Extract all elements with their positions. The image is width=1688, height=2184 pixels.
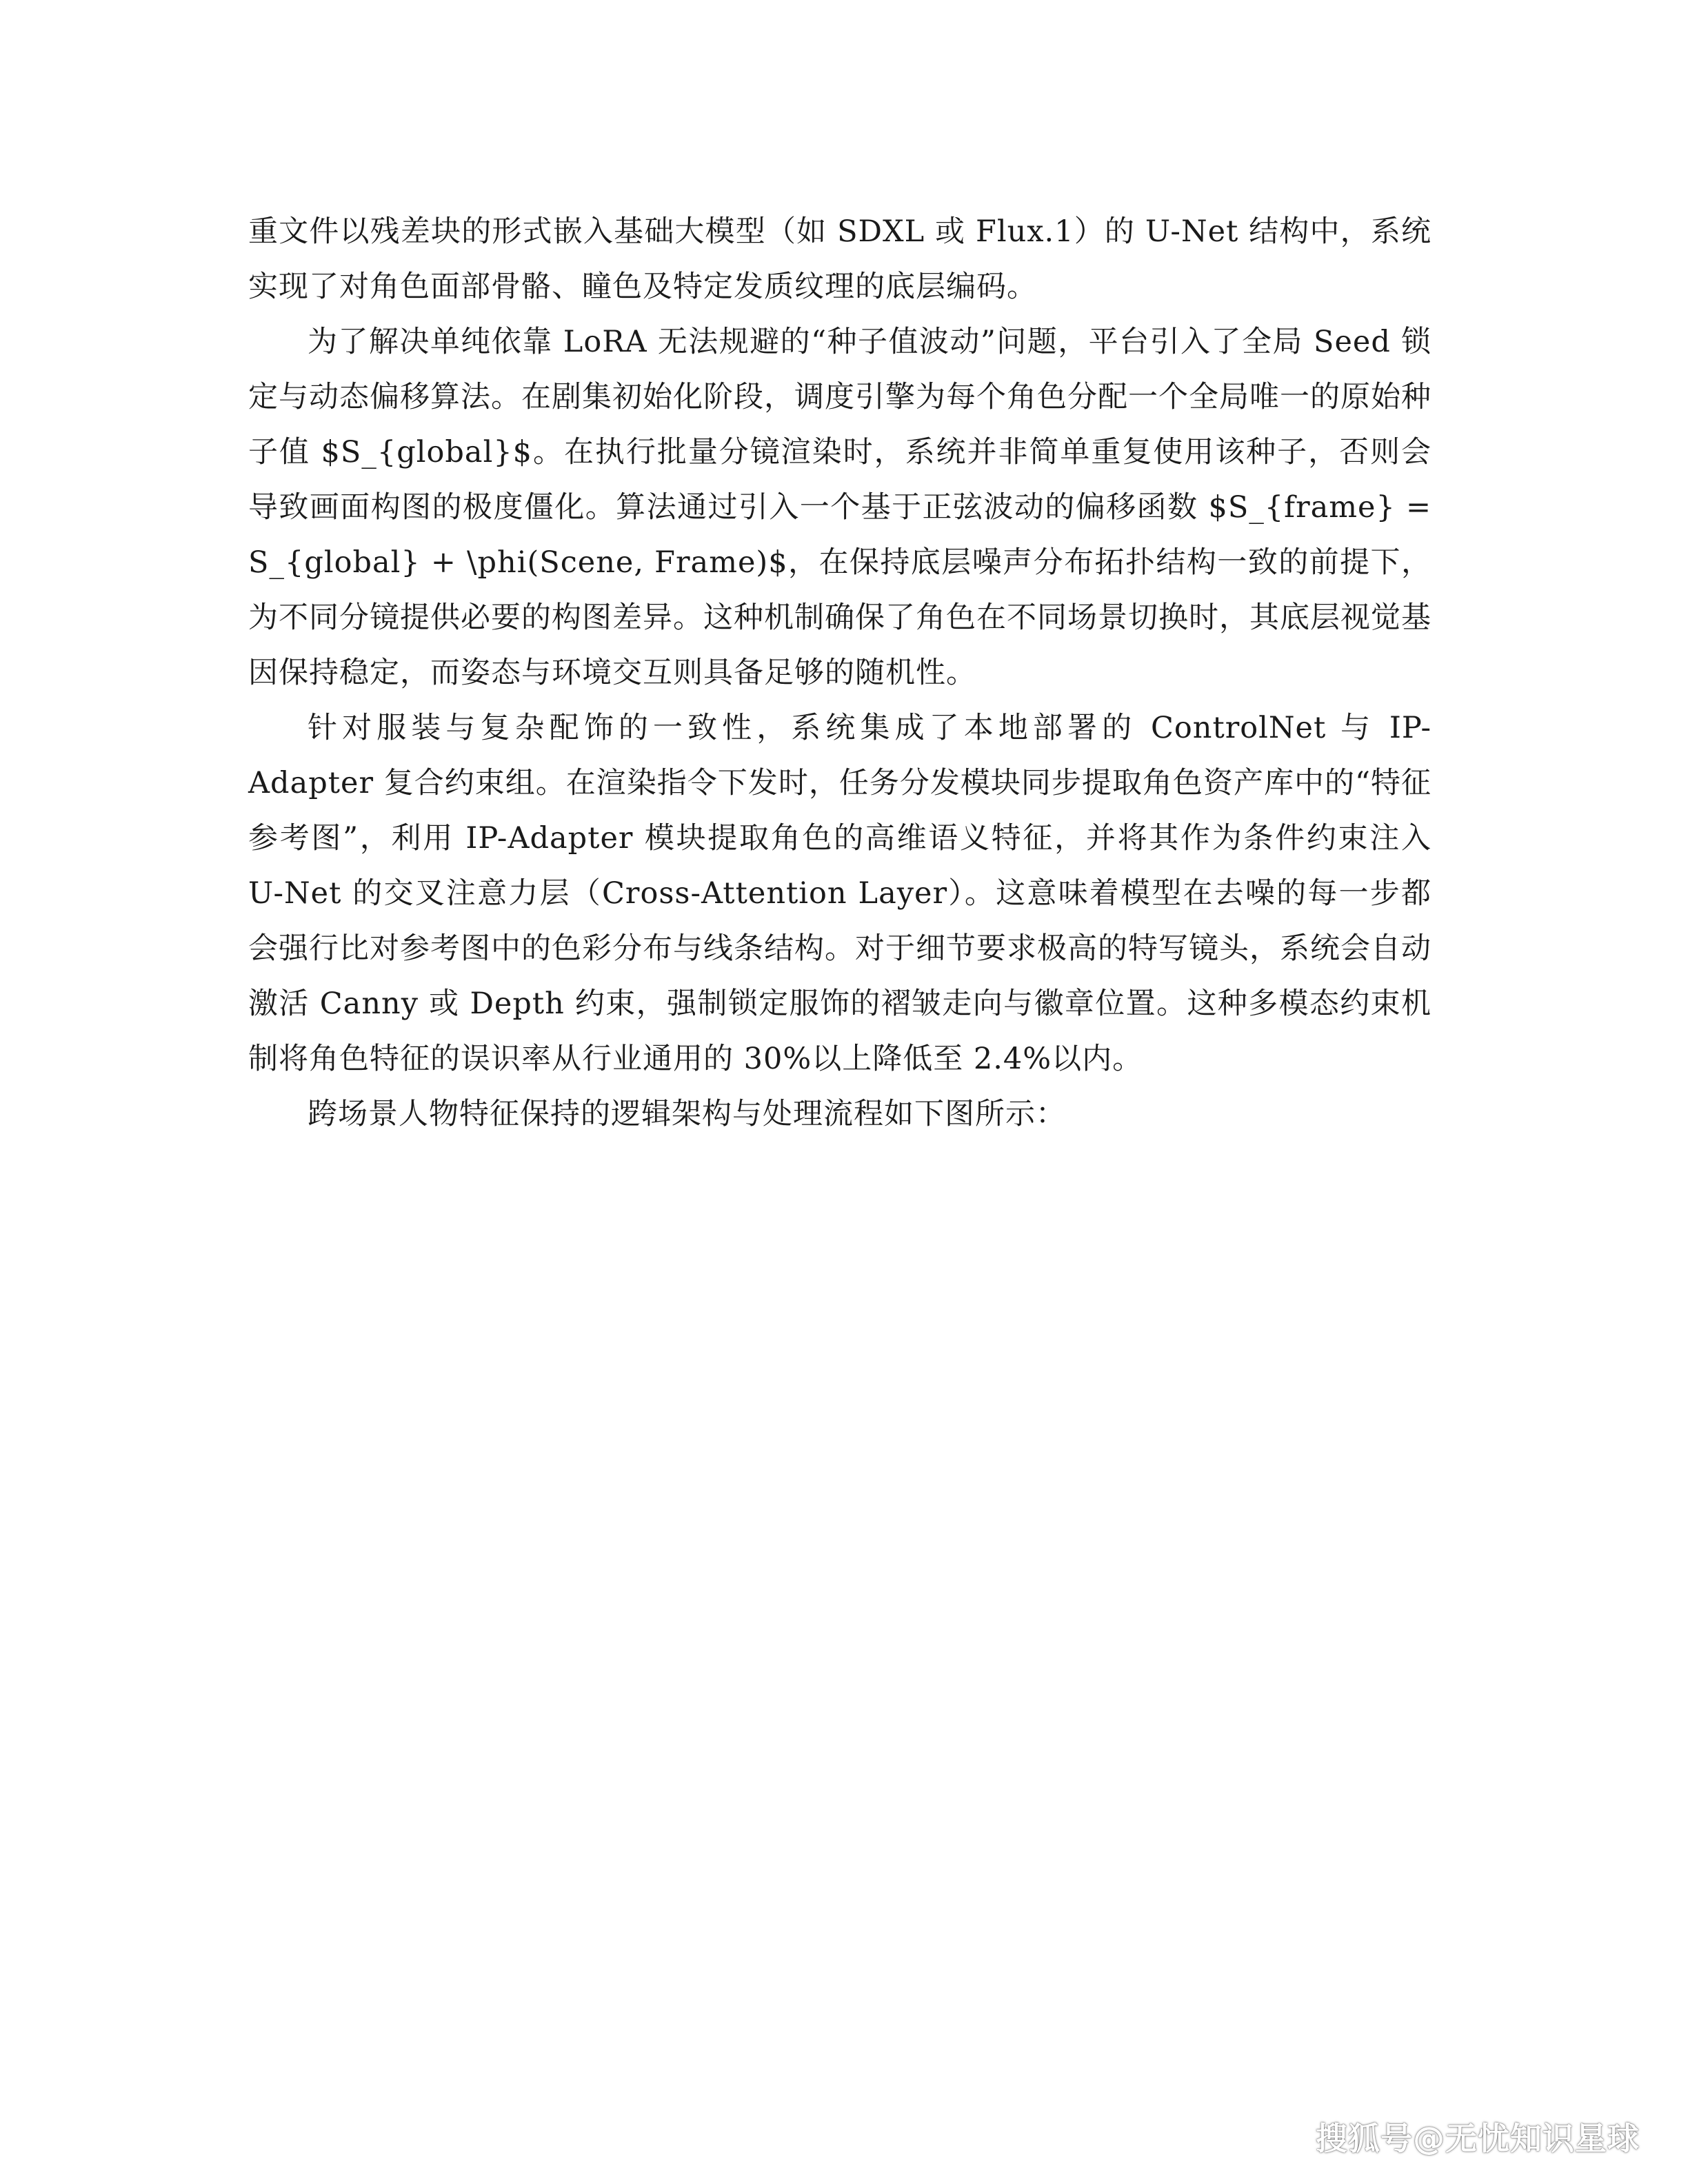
- document-body: [248, 204, 1431, 1142]
- paragraph-seed-locking: 为了解决单纯依靠 LoRA 无法规避的“种子值波动”问题，平台引入了全局 Seed 锁定与动态偏移算法。在剧集初始化阶段，调度引擎为每个角色分配一个全局唯一的原始种子值 $S_{global}$。在执行批量分镜渲染时，系统并非简单重复使用该种子，否则会导致画面构图的极度僵化。算法通过引入一个基于正弦波动的偏移函数 $S_{frame} = S_{global} + \phi(Scene, Frame)$，在保持底层噪声分布拓扑结构一致的前提下，为不同分镜提供必要的构图差异。这种机制确保了角色在不同场景切换时，其底层视觉基因保持稳定，而姿态与环境交互则具备足够的随机性。: [248, 325, 1431, 690]
- paragraph-figure-intro: 跨场景人物特征保持的逻辑架构与处理流程如下图所示：: [308, 1097, 1066, 1131]
- paragraph-continuation: 重文件以残差块的形式嵌入基础大模型（如 SDXL 或 Flux.1）的 U-Net 结构中，系统实现了对角色面部骨骼、瞳色及特定发质纹理的底层编码。: [248, 214, 1431, 304]
- watermark: 搜狐号@无忧知识星球: [1316, 2120, 1640, 2157]
- paragraph-controlnet-ipadapter: 针对服装与复杂配饰的一致性，系统集成了本地部署的 ControlNet 与 IP-Adapter 复合约束组。在渲染指令下发时，任务分发模块同步提取角色资产库中的“特征参考图”，利用 IP-Adapter 模块提取角色的高维语义特征，并将其作为条件约束注入 U-Net 的交叉注意力层（Cross-Attention Layer）。这意味着模型在去噪的每一步都会强行比对参考图中的色彩分布与线条结构。对于细节要求极高的特写镜头，系统会自动激活 Canny 或 Depth 约束，强制锁定服饰的褶皱走向与徽章位置。这种多模态约束机制将角色特征的误识率从行业通用的 30%以上降低至 2.4%以内。: [248, 711, 1431, 1076]
